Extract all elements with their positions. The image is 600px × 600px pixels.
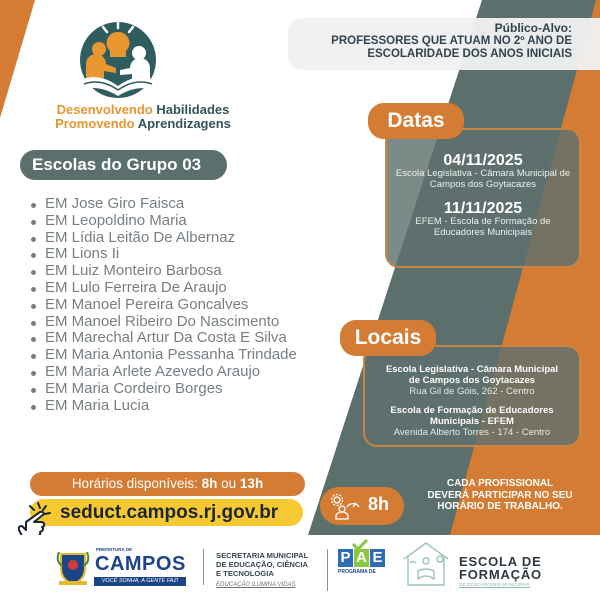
school-item: EM Manoel Ribeiro Do Nascimento	[28, 314, 297, 331]
gear-person-gauge-icon	[330, 493, 360, 520]
left-orange-stripe	[0, 0, 35, 118]
secretaria-line: DE EDUCAÇÃO, CIÊNCIA	[216, 560, 308, 569]
school-item: EM Jose Giro Faisca	[28, 196, 297, 213]
school-item: EM Maria Arlete Azevedo Araujo	[28, 364, 297, 381]
school-item: EM Lídia Leitão De Albernaz	[28, 230, 297, 247]
notice-line: CADA PROFISSIONAL	[446, 478, 554, 489]
event-place: Educadores Municipais	[433, 226, 533, 238]
location-address: Avenida Alberto Torres - 174 - Centro	[393, 427, 551, 438]
school-item: EM Luiz Monteiro Barbosa	[28, 263, 297, 280]
school-item: EM Manoel Pereira Goncalves	[28, 297, 297, 314]
target-audience-line: ESCOLARIDADE DOS ANOS INICIAIS	[367, 48, 572, 60]
school-item: EM Lions Ii	[28, 246, 297, 263]
school-item: EM Maria Antonia Pessanha Trindade	[28, 347, 297, 364]
pae-logo	[338, 549, 386, 575]
target-audience-line: PROFESSORES QUE ATUAM NO 2º ANO DE	[331, 35, 572, 47]
hours-label: Horários disponíveis:	[71, 476, 202, 491]
footer-divider	[203, 549, 204, 585]
target-audience-banner	[288, 18, 600, 70]
escola-line: FORMAÇÃO	[459, 567, 542, 582]
escola-formacao-wordmark	[459, 555, 542, 581]
secretaria-motto: EDUCAÇÃO ILUMINA VIDAS	[216, 582, 296, 588]
event-place: Escola Legislativa - Câmara Municipal de	[395, 168, 571, 179]
secretaria-line: SECRETARIA MUNICIPAL	[216, 551, 309, 560]
available-hours-banner	[30, 472, 305, 496]
website-link[interactable]: seduct.campos.rj.gov.br	[30, 499, 303, 526]
checkmark-icon	[352, 539, 368, 551]
target-audience-title: Público-Alvo:	[494, 21, 572, 35]
escola-formacao-subtitle: DE EDUCADORES MUNICIPAIS	[459, 583, 530, 588]
pae-letter: P	[338, 549, 353, 567]
footer-logos	[0, 535, 600, 600]
participation-notice	[410, 478, 590, 513]
footer-divider	[327, 549, 328, 591]
location-name: Municipais - EFEM	[430, 416, 514, 427]
school-list	[28, 196, 297, 414]
secretaria-name	[216, 551, 308, 578]
event-place: Campos dos Goytacazes	[429, 178, 537, 190]
schools-group-title: Escolas do Grupo 03	[20, 150, 227, 180]
escola-line: ESCOLA DE	[459, 554, 542, 569]
workload-badge	[320, 487, 404, 525]
program-tagline	[28, 103, 258, 131]
campos-wordmark: CAMPOS	[95, 553, 186, 575]
dates-card	[385, 128, 581, 268]
hour-option: 8h	[201, 476, 218, 491]
pae-letter: A	[354, 549, 369, 567]
program-logo	[72, 18, 164, 100]
campos-coat-of-arms-icon	[55, 548, 91, 588]
location-name: Escola Legislativa - Câmara Municipal	[385, 364, 559, 375]
event-date: 04/11/2025	[443, 152, 523, 169]
hour-option: 13h	[239, 476, 264, 491]
notice-line: DEVERÁ PARTICIPAR NO SEU	[427, 489, 573, 501]
locations-card	[363, 345, 581, 447]
notice-line: HORÁRIO DE TRABALHO.	[437, 501, 563, 512]
location-address: Rua Gil de Góis, 262 - Centro	[409, 386, 535, 397]
dates-title: Datas	[368, 103, 464, 139]
tagline-word: Aprendizagens	[137, 116, 231, 131]
event-place: EFEM - Escola de Formação de	[415, 216, 551, 227]
secretaria-line: E TECNOLOGIA	[216, 569, 274, 578]
locations-title: Locais	[340, 320, 436, 356]
school-item: EM Leopoldino Maria	[28, 213, 297, 230]
school-item: EM Maria Lucia	[28, 398, 297, 415]
school-item: EM Maria Cordeiro Borges	[28, 381, 297, 398]
location-name: de Campos dos Goytacazes	[408, 375, 536, 386]
workload-hours: 8h	[368, 494, 390, 514]
location-name: Escola de Formação de Educadores	[390, 405, 554, 416]
tagline-word: Promovendo	[55, 116, 135, 131]
hours-separator: ou	[217, 476, 240, 491]
campos-slogan: VOCÊ SONHA, A GENTE FAZ!	[94, 577, 186, 586]
pae-letter: E	[370, 549, 385, 567]
tagline-word: Desenvolvendo	[56, 102, 153, 117]
school-house-icon	[400, 539, 452, 591]
prefeitura-label: PREFEITURA DE	[96, 547, 133, 552]
school-item: EM Lulo Ferreira De Araujo	[28, 280, 297, 297]
tagline-word: Habilidades	[156, 102, 230, 117]
school-item: EM Marechal Artur Da Costa E Silva	[28, 330, 297, 347]
pae-label: PROGRAMA DE	[338, 569, 376, 575]
event-date: 11/11/2025	[443, 200, 523, 217]
